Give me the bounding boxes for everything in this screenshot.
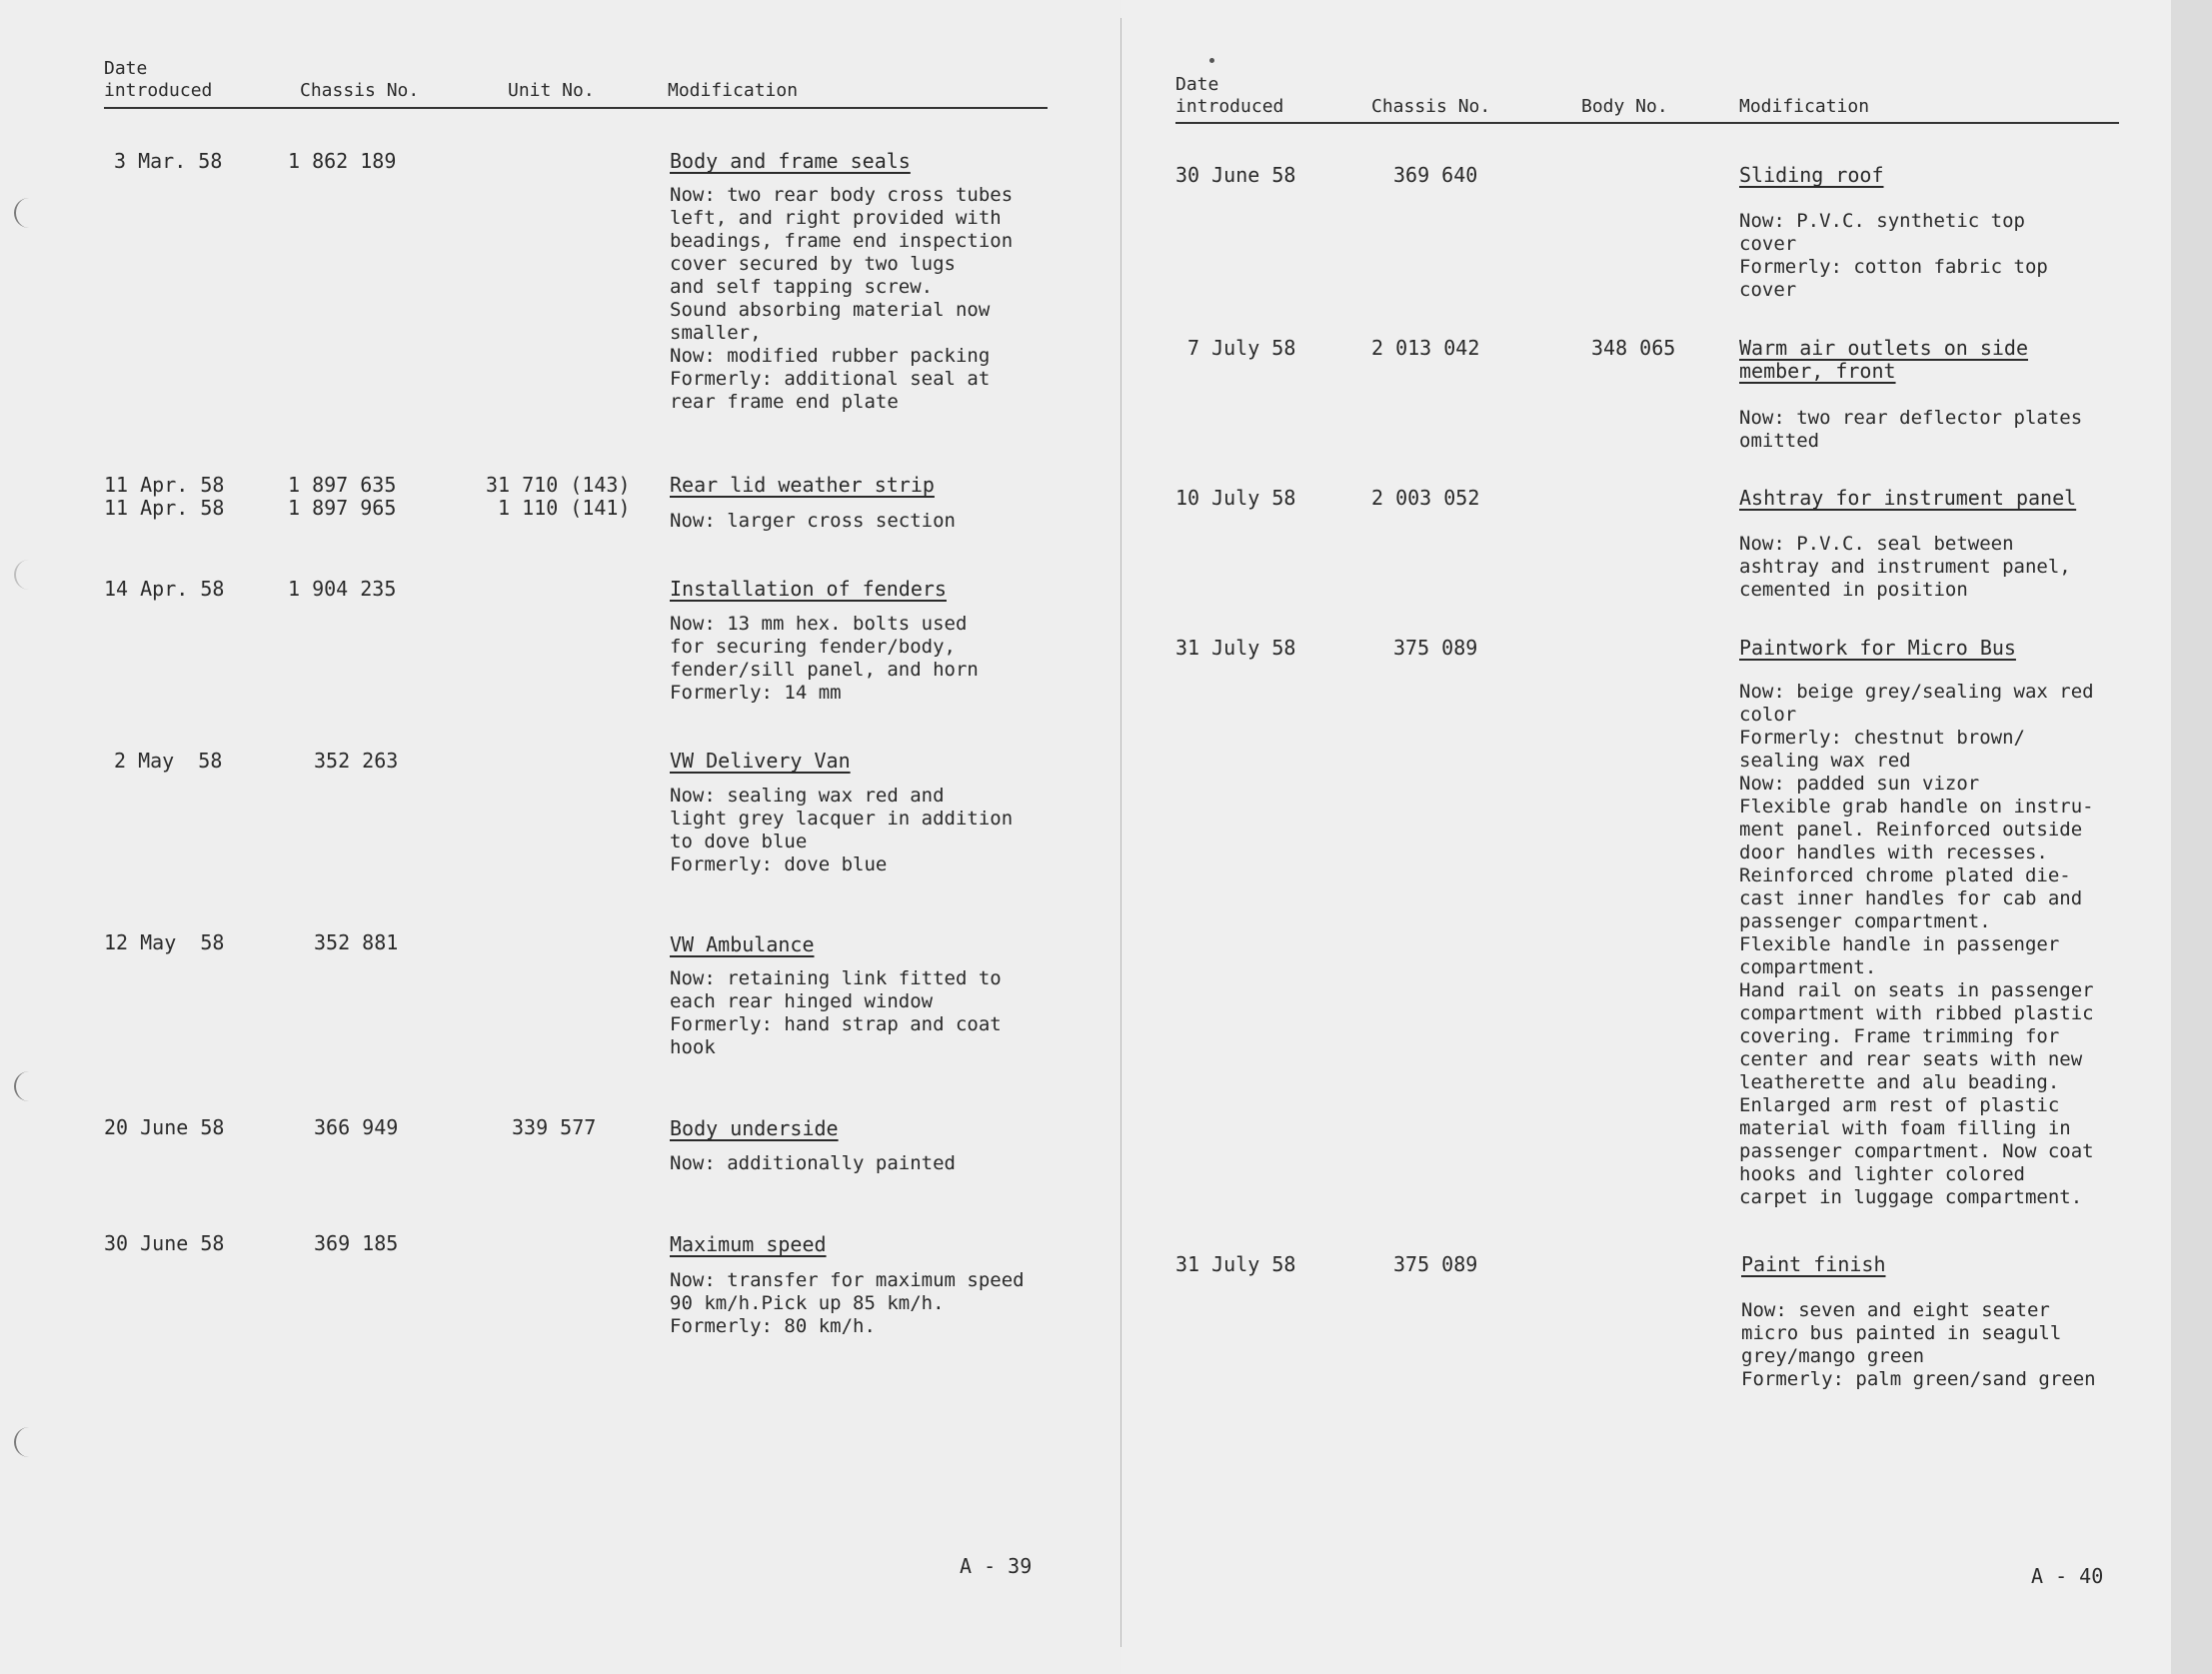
row-title: Body and frame seals bbox=[670, 149, 911, 173]
row-date: 31 July 58 bbox=[1175, 636, 1296, 660]
binding-hole-mark bbox=[14, 560, 36, 590]
row-title: Paintwork for Micro Bus bbox=[1739, 636, 2016, 660]
row-description: Now: larger cross section bbox=[670, 510, 956, 532]
row-chassis: 2 013 042 bbox=[1371, 336, 1480, 360]
row-chassis: 369 185 bbox=[314, 1231, 399, 1255]
row-title: Warm air outlets on side member, front bbox=[1739, 336, 2028, 383]
row-description: Now: two rear body cross tubes left, and right provided with beadings, frame end inspection cover secured by two lugs and self tapping screw. Sound absorbing material now smaller, Now: modified rubber packing Formerly: additional seal at rear frame end plate bbox=[670, 184, 1014, 413]
row-chassis: 366 949 bbox=[314, 1115, 399, 1139]
header-unit: Unit No. bbox=[508, 80, 595, 101]
header-rule bbox=[104, 107, 1048, 109]
row-date: 2 May 58 bbox=[114, 749, 223, 773]
page-number: A - 40 bbox=[2031, 1564, 2104, 1588]
row-title: Maximum speed bbox=[670, 1232, 827, 1256]
row-description: Now: sealing wax red and light grey lacquer in addition to dove blue Formerly: dove blue bbox=[670, 785, 1014, 875]
binding-hole-mark bbox=[14, 198, 36, 228]
row-description: Now: seven and eight seater micro bus painted in seagull grey/mango green Formerly: palm green/sand green bbox=[1741, 1299, 2096, 1390]
row-date: 30 June 58 bbox=[1175, 163, 1296, 187]
row-title: VW Delivery Van bbox=[670, 749, 851, 773]
row-date: 11 Apr. 58 11 Apr. 58 bbox=[104, 473, 225, 520]
right-page bbox=[1121, 0, 2171, 1674]
row-description: Now: 13 mm hex. bolts used for securing fender/body, fender/sill panel, and horn Formerly: 14 mm bbox=[670, 613, 979, 704]
header-date-line2: introduced bbox=[1175, 96, 1284, 117]
row-title: Ashtray for instrument panel bbox=[1739, 486, 2077, 510]
row-title: Body underside bbox=[670, 1116, 839, 1140]
binding-hole-mark bbox=[14, 1427, 36, 1457]
row-description: Now: retaining link fitted to each rear hinged window Formerly: hand strap and coat hook bbox=[670, 967, 1002, 1058]
row-description: Now: additionally painted bbox=[670, 1152, 956, 1174]
header-chassis: Chassis No. bbox=[1371, 96, 1491, 117]
row-date: 3 Mar. 58 bbox=[114, 149, 223, 173]
header-body: Body No. bbox=[1581, 96, 1668, 117]
row-chassis: 352 263 bbox=[314, 749, 399, 773]
row-date: 30 June 58 bbox=[104, 1231, 225, 1255]
header-date-line2: introduced bbox=[104, 80, 213, 101]
row-date: 12 May 58 bbox=[104, 930, 225, 954]
row-description: Now: beige grey/sealing wax red color Formerly: chestnut brown/ sealing wax red Now: padded sun vizor Flexible grab handle on instru- ment panel. Reinforced outside door handles with recesses. Reinforced chrome plated die- cast inner handles for cab and passenger compartment. Flexible handle in passenger compartment. Hand rail on seats in passenger compartment with ribbed plastic covering. Frame trimming for center and rear seats with new leatherette and alu beading. Enlarged arm rest of plastic material with foam filling in passenger compartment. Now coat hooks and lighter colored carpet in luggage compartment. bbox=[1739, 681, 2094, 1208]
row-chassis: 352 881 bbox=[314, 930, 399, 954]
scan-edge bbox=[2171, 0, 2212, 1674]
row-date: 14 Apr. 58 bbox=[104, 577, 225, 601]
row-chassis: 375 089 bbox=[1393, 636, 1478, 660]
row-date: 20 June 58 bbox=[104, 1115, 225, 1139]
header-modification: Modification bbox=[668, 80, 799, 101]
row-description: Now: transfer for maximum speed 90 km/h.Pick up 85 km/h. Formerly: 80 km/h. bbox=[670, 1269, 1025, 1337]
row-title: VW Ambulance bbox=[670, 932, 815, 956]
row-description: Now: P.V.C. synthetic top cover Formerly: cotton fabric top cover bbox=[1739, 210, 2048, 301]
row-chassis: 1 862 189 bbox=[288, 149, 397, 173]
row-chassis: 375 089 bbox=[1393, 1252, 1478, 1276]
row-title: Rear lid weather strip bbox=[670, 473, 935, 497]
header-rule bbox=[1175, 122, 2119, 124]
row-chassis: 2 003 052 bbox=[1371, 486, 1480, 510]
row-title: Paint finish bbox=[1741, 1252, 1886, 1276]
binding-hole-mark bbox=[14, 1071, 36, 1101]
row-description: Now: P.V.C. seal between ashtray and instrument panel, cemented in position bbox=[1739, 533, 2071, 601]
row-unit: 31 710 (143) 1 110 (141) bbox=[486, 473, 631, 520]
row-description: Now: two rear deflector plates omitted bbox=[1739, 407, 2083, 452]
row-chassis: 1 904 235 bbox=[288, 577, 397, 601]
header-date-line1: Date bbox=[104, 58, 148, 79]
row-unit: 339 577 bbox=[512, 1115, 597, 1139]
header-date-line1: Date bbox=[1175, 74, 1219, 95]
header-chassis: Chassis No. bbox=[300, 80, 420, 101]
speck bbox=[1209, 58, 1214, 63]
header-modification: Modification bbox=[1739, 96, 1870, 117]
row-chassis: 369 640 bbox=[1393, 163, 1478, 187]
row-title: Sliding roof bbox=[1739, 163, 1884, 187]
row-body: 348 065 bbox=[1591, 336, 1676, 360]
row-date: 31 July 58 bbox=[1175, 1252, 1296, 1276]
row-title: Installation of fenders bbox=[670, 577, 947, 601]
row-date: 7 July 58 bbox=[1187, 336, 1296, 360]
row-date: 10 July 58 bbox=[1175, 486, 1296, 510]
row-chassis: 1 897 635 1 897 965 bbox=[288, 473, 397, 520]
page-number: A - 39 bbox=[960, 1554, 1033, 1578]
